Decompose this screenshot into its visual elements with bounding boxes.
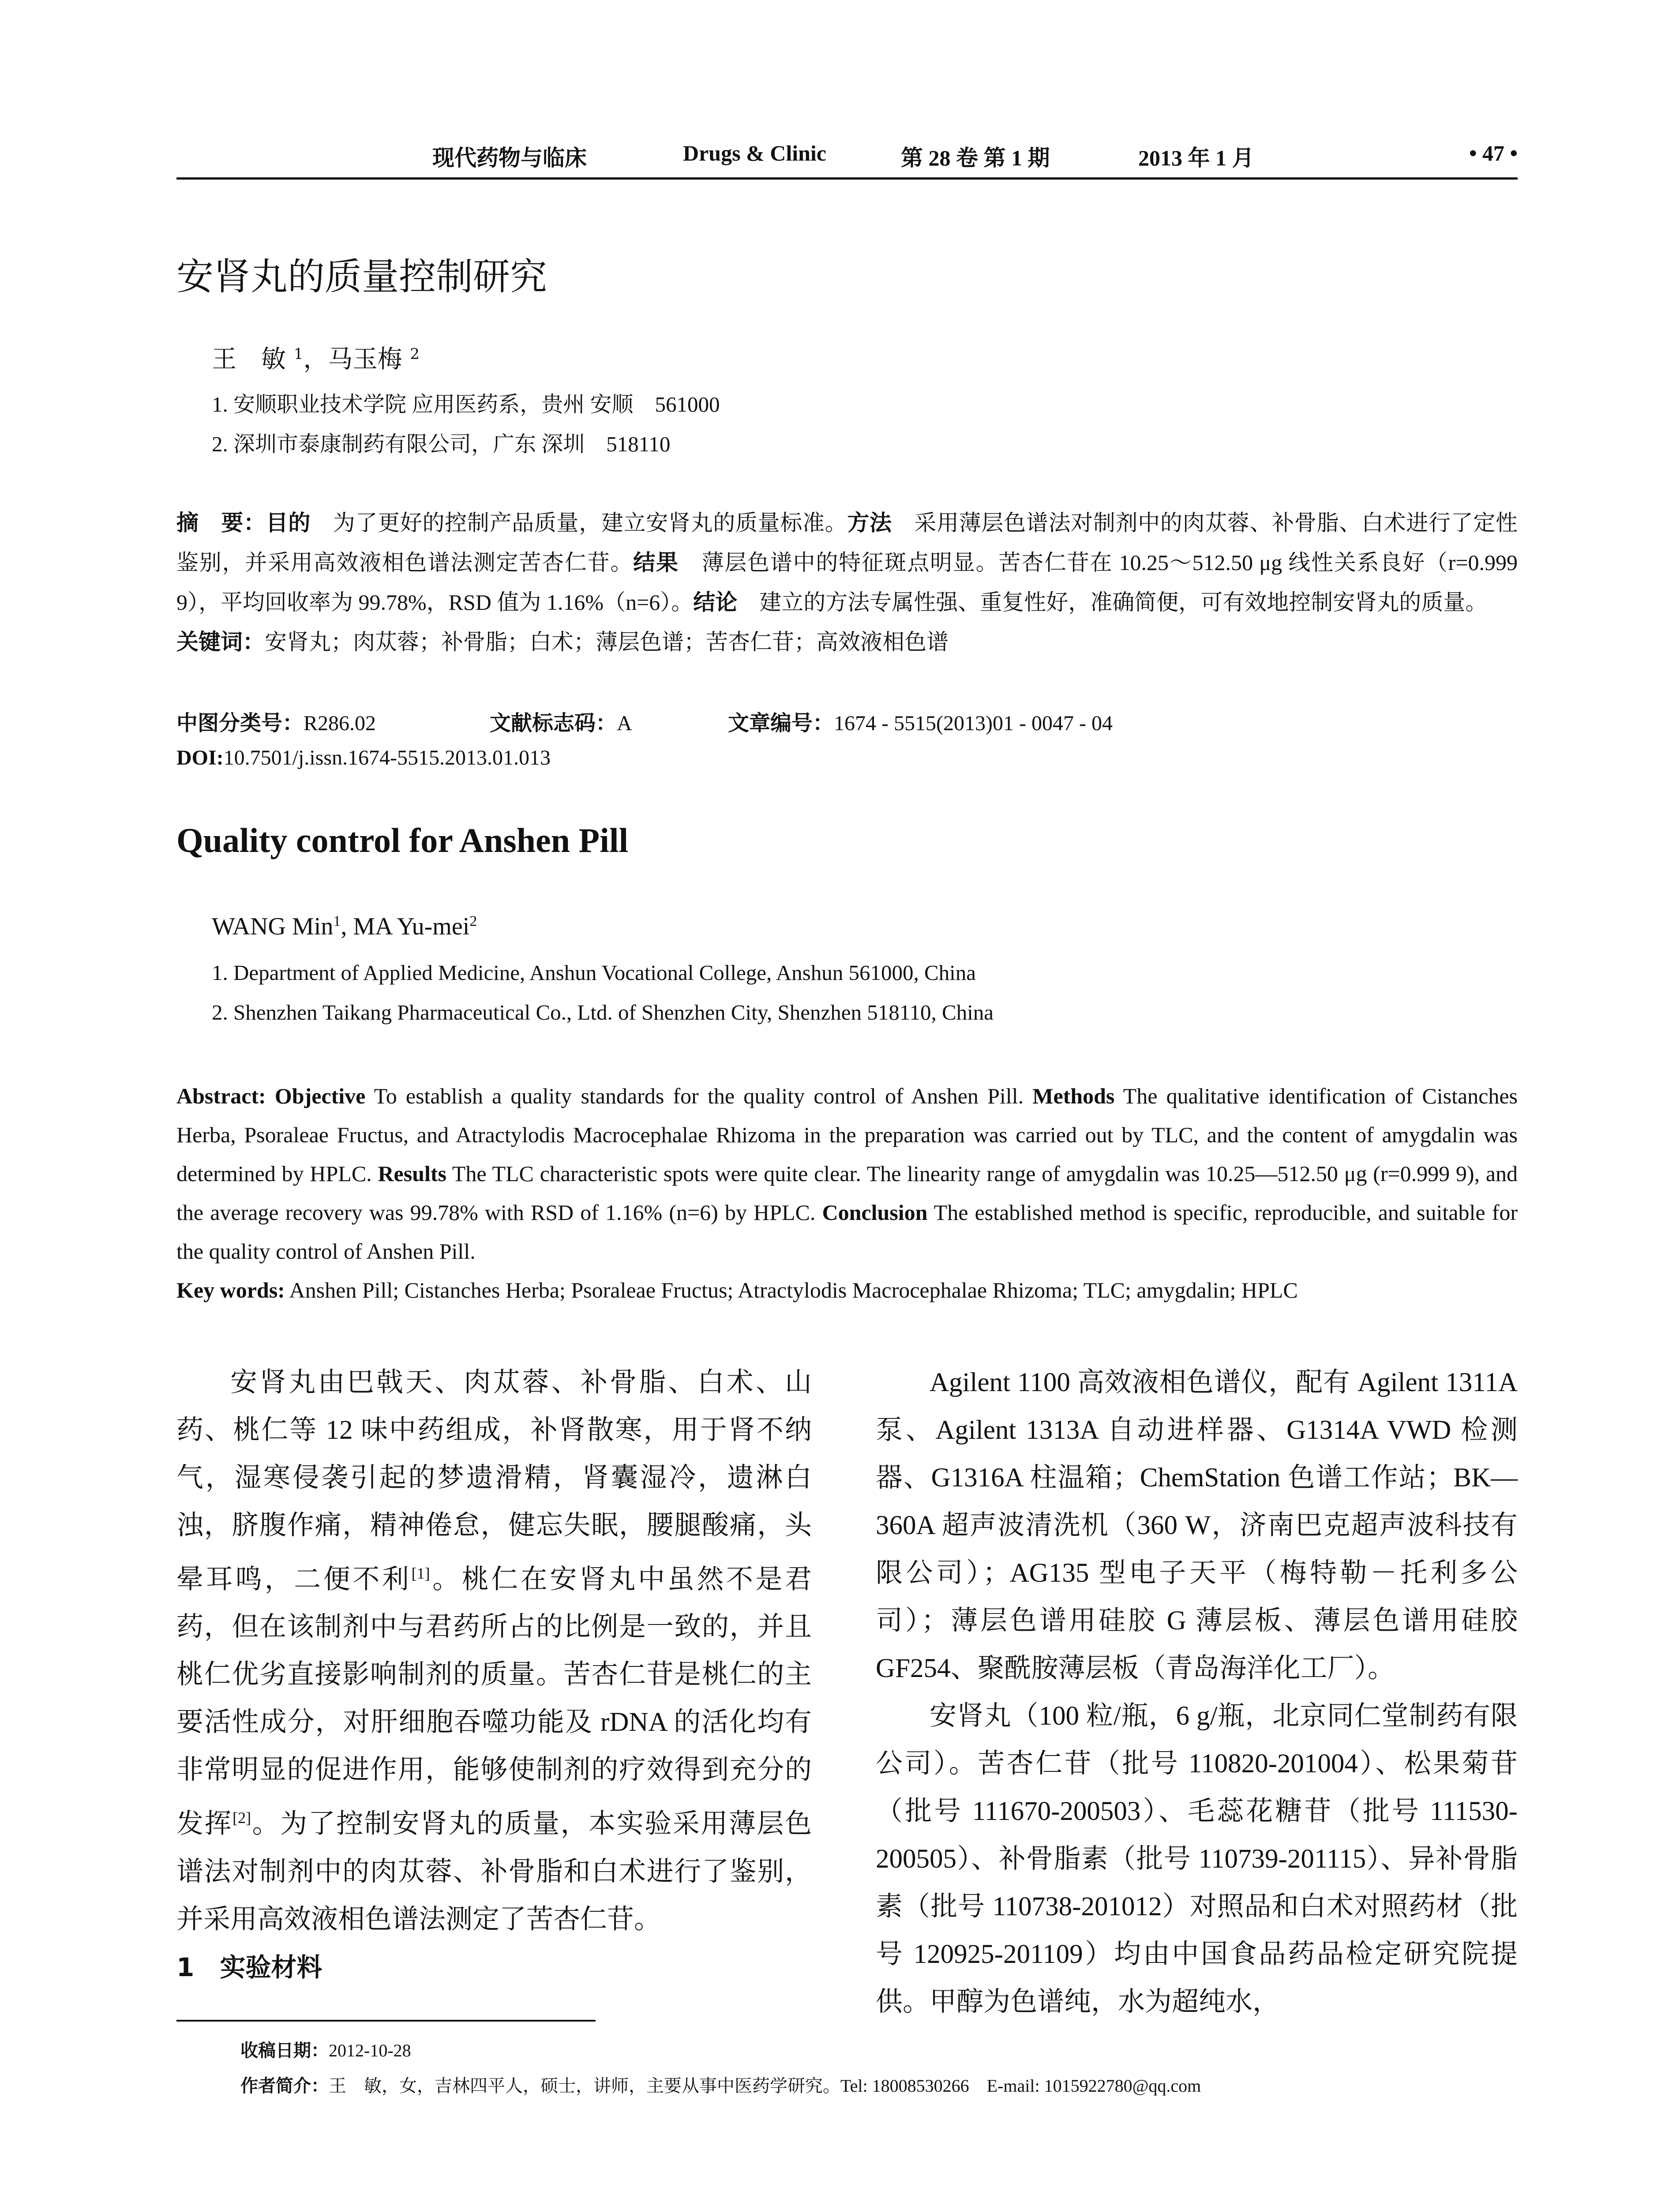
intro-text-3: 。为了控制安肾丸的质量，本实验采用薄层色谱法对制剂中的肉苁蓉、补骨脂和白术进行了鉴别，并采用高效液相色谱法测定了苦杏仁苷。: [176, 1809, 812, 1934]
conclusion-label-en: Conclusion: [822, 1200, 928, 1225]
methods-label-en: Methods: [1032, 1084, 1115, 1108]
doi-value: 10.7501/j.issn.1674-5515.2013.01.013: [223, 746, 551, 769]
header-rule: [176, 177, 1518, 180]
keywords-label-en: Key words:: [176, 1278, 285, 1302]
keywords-en: Anshen Pill; Cistanches Herba; Psoraleae Fructus; Atractylodis Macrocephalae Rhizoma; TLC; amygdalin; HPLC: [285, 1278, 1298, 1302]
received-label: 收稿日期：: [240, 2041, 329, 2061]
conclusion-label-cn: 结论: [693, 589, 738, 615]
section-heading-1: 1 实验材料: [176, 1952, 322, 1982]
author-bio-label: 作者简介：: [240, 2076, 329, 2096]
author-sup: 1: [333, 913, 341, 930]
author-sup: 2: [469, 913, 477, 930]
intro-paragraph: [176, 1359, 812, 1943]
results-label-cn: 结果: [633, 550, 679, 575]
doi-row: [176, 746, 551, 770]
doi-label: DOI:: [176, 746, 224, 769]
clc-label: 中图分类号：: [176, 711, 304, 735]
author-sup: 1: [293, 345, 304, 363]
abstract-cn-label: 摘 要：: [176, 510, 266, 536]
instruments-paragraph: Agilent 1100 高效液相色谱仪，配有 Agilent 1311A 泵、Agilent 1313A 自动进样器、G1314A VWD 检测器、G1316A 柱温箱；ChemStation 色谱工作站；BK—360A 超声波清洗机（360 W，济南巴克超声波科技有限公司）；AG135 型电子天平（梅特勒－托利多公司）；薄层色谱用硅胶 G 薄层板、薄层色谱用硅胶 GF254、聚酰胺薄层板（青岛海洋化工厂）。: [876, 1368, 1518, 1683]
issue-date: 2013 年 1 月: [1138, 146, 1254, 170]
objective-text-cn: 为了更好的控制产品质量，建立安肾丸的质量标准。: [311, 510, 848, 535]
authors-cn: [212, 340, 420, 375]
doc-code-label: 文献标志码：: [490, 711, 617, 735]
received-value: 2012-10-28: [329, 2041, 411, 2060]
author-bio-text: 王 敏，女，吉林四平人，硕士，讲师，主要从事中医药学研究。Tel: 18008530266 E-mail: 1015922780@qq.com: [329, 2076, 1201, 2096]
author-name-en-1: WANG Min: [212, 913, 334, 940]
affiliation-en-1: 1. Department of Applied Medicine, Anshun Vocational College, Anshun 561000, China: [212, 960, 976, 985]
volume-issue: 第 28 卷 第 1 期: [901, 146, 1050, 170]
objective-label-en: Objective: [274, 1084, 366, 1108]
journal-name-cn: 现代药物与临床: [432, 146, 587, 170]
article-number-label: 文章编号：: [728, 711, 834, 735]
keywords-cn: 安肾丸；肉苁蓉；补骨脂；白术；薄层色谱；苦杏仁苷；高效液相色谱: [265, 630, 949, 654]
methods-text-cn: 采用薄层色谱法对制剂中的肉苁蓉、补骨脂、白术进行了定性鉴别，并采用高效液相色谱法测定苦杏仁苷。: [176, 510, 1518, 575]
received-date: [240, 2037, 411, 2062]
affiliation-en-2: 2. Shenzhen Taikang Pharmaceutical Co., Ltd. of Shenzhen City, Shenzhen 518110, China: [212, 1000, 994, 1024]
objective-label-cn: 目的: [266, 510, 311, 536]
page-number: • 47 •: [1469, 141, 1518, 165]
author-bio: [240, 2072, 1201, 2097]
citation-2: [2]: [232, 1809, 251, 1827]
citation-1: [1]: [411, 1564, 430, 1582]
article-number-value: 1674 - 5515(2013)01 - 0047 - 04: [834, 712, 1113, 735]
abstract-en: [176, 1077, 1518, 1309]
intro-text-1: 安肾丸由巴戟天、肉苁蓉、补骨脂、白术、山药、桃仁等 12 味中药组成，补肾散寒，用于肾不纳气，湿寒侵袭引起的梦遗滑精，肾囊湿冷，遗淋白浊，脐腹作痛，精神倦怠，健忘失眠，腰腿酸痛，头晕耳鸣，二便不利: [176, 1368, 812, 1594]
affiliation-cn-2: 2. 深圳市泰康制药有限公司，广东 深圳 518110: [212, 432, 671, 456]
article-title-en: Quality control for Anshen Pill: [176, 821, 629, 859]
body-right-column: [876, 1359, 1518, 2026]
clc-value: R286.02: [304, 712, 376, 735]
running-header: [176, 140, 1518, 177]
article-title-cn: 安肾丸的质量控制研究: [176, 255, 548, 298]
authors-en: [212, 912, 477, 941]
author-name-en-2: , MA Yu-mei: [341, 913, 470, 940]
conclusion-text-en: The established method is specific, reproducible, and suitable for the quality control of Anshen Pill.: [176, 1200, 1518, 1264]
materials-paragraph: 安肾丸（100 粒/瓶，6 g/瓶，北京同仁堂制药有限公司）。苦杏仁苷（批号 110820-201004）、松果菊苷（批号 111670-200503）、毛蕊花糖苷（批号 111530-200505）、补骨脂素（批号 110739-201115）、异补骨脂素（批号 110738-201012）对照品和白术对照药材（批号 120925-201109）均由中国食品药品检定研究院提供。甲醇为色谱纯，水为超纯水，: [876, 1701, 1518, 2017]
classification-row: [176, 706, 1518, 737]
abstract-cn: [176, 503, 1518, 662]
results-text-en: The TLC characteristic spots were quite clear. The linearity range of amygdalin was 10.25—512.50 μg (r=0.999 9), and the average recovery was 99.78% with RSD of 1.16% (n=6) by HPLC.: [176, 1161, 1518, 1225]
methods-text-en: The qualitative identification of Cistanches Herba, Psoraleae Fructus, and Atractylodis Macrocephalae Rhizoma in the preparation was carried out by TLC, and the content of amygdalin was determined by HPLC.: [176, 1084, 1518, 1186]
body-left-column: [176, 1359, 812, 1991]
doc-code-value: A: [617, 712, 632, 735]
intro-text-2: 。桃仁在安肾丸中虽然不是君药，但在该制剂中与君药所占的比例是一致的，并且桃仁优劣直接影响制剂的质量。苦杏仁苷是桃仁的主要活性成分，对肝细胞吞噬功能及 rDNA 的活化均有非常明显的促进作用，能够使制剂的疗效得到充分的发挥: [176, 1564, 812, 1839]
results-text-cn: 薄层色谱中的特征斑点明显。苦杏仁苷在 10.25～512.50 μg 线性关系良好（r=0.999 9），平均回收率为 99.78%，RSD 值为 1.16%（n=6）。: [176, 550, 1518, 615]
conclusion-text-cn: 建立的方法专属性强、重复性好，准确简便，可有效地控制安肾丸的质量。: [737, 590, 1488, 615]
author-separator: ，马玉梅: [303, 345, 410, 374]
abstract-en-label: Abstract:: [176, 1084, 266, 1108]
author-names-cn: 王 敏: [212, 345, 294, 374]
results-label-en: Results: [378, 1161, 447, 1186]
keywords-label-cn: 关键词：: [176, 629, 265, 655]
footnote-rule: [176, 2020, 596, 2022]
methods-label-cn: 方法: [847, 510, 892, 536]
objective-text-en: To establish a quality standards for the quality control of Anshen Pill.: [365, 1084, 1033, 1108]
affiliation-cn-1: 1. 安顺职业技术学院 应用医药系，贵州 安顺 561000: [212, 392, 720, 416]
author-sup: 2: [410, 345, 420, 363]
journal-name-en: Drugs & Clinic: [683, 141, 826, 165]
